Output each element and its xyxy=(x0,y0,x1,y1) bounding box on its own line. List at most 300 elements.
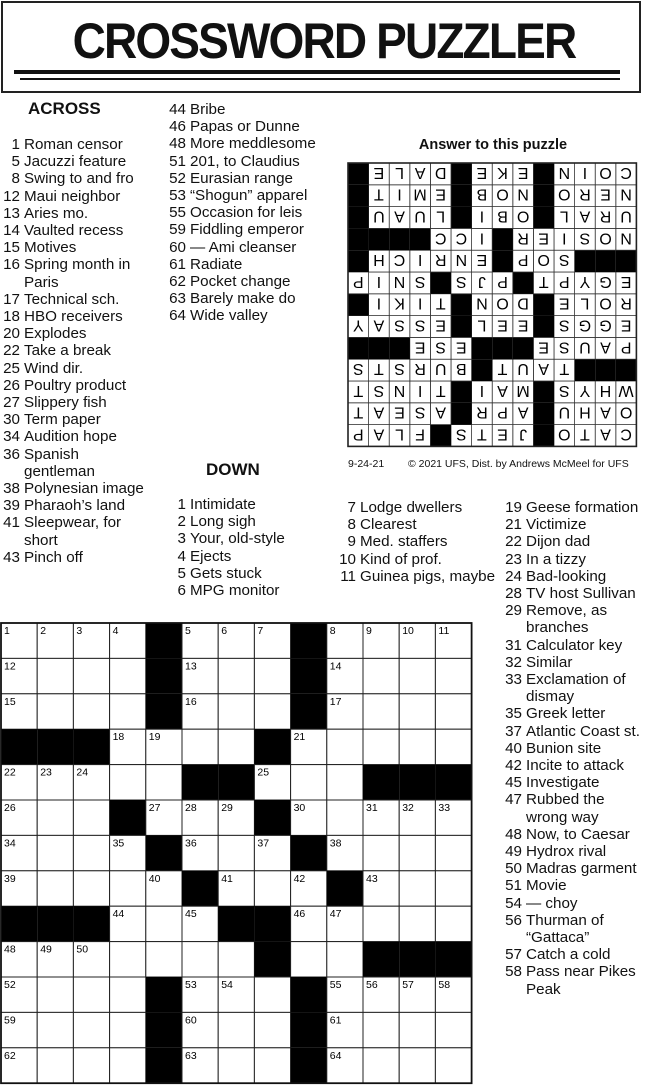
grid-cell[interactable] xyxy=(327,765,363,800)
grid-cell[interactable] xyxy=(435,694,471,729)
grid-cell[interactable] xyxy=(182,942,218,977)
clue-text: — choy xyxy=(526,894,578,912)
across-clue xyxy=(3,239,144,257)
down-clue xyxy=(505,585,646,602)
across-clue xyxy=(3,342,144,360)
down-clue xyxy=(177,547,320,565)
cell-number: 12 xyxy=(4,660,16,673)
answer-block xyxy=(533,207,554,229)
answer-block xyxy=(369,228,390,250)
grid-cell[interactable] xyxy=(73,977,109,1012)
clue-text: Similar xyxy=(526,653,573,671)
clue-number: 5 xyxy=(11,153,20,171)
answer-letter: E xyxy=(517,163,529,181)
grid-cell[interactable] xyxy=(37,1012,73,1047)
down-clue xyxy=(505,550,646,568)
grid-block xyxy=(110,800,146,835)
answer-letter: T xyxy=(374,185,384,203)
grid-cell[interactable] xyxy=(254,1012,290,1047)
answer-letter: P xyxy=(620,338,632,356)
across-clue xyxy=(11,153,144,171)
answer-letter: A xyxy=(517,403,529,421)
grid-cell[interactable] xyxy=(399,658,435,693)
answer-letter: O xyxy=(619,403,633,421)
cell-number: 38 xyxy=(329,837,342,850)
clue-number: 38 xyxy=(3,480,20,497)
answer-block xyxy=(533,316,554,338)
answer-letter: T xyxy=(353,381,364,399)
grid-cell[interactable] xyxy=(37,800,73,835)
clue-number: 46 xyxy=(169,118,186,136)
answer-letter: F xyxy=(415,425,425,443)
cell-number: 44 xyxy=(112,908,125,921)
grid-cell[interactable] xyxy=(363,694,399,729)
answer-letter: A xyxy=(538,360,550,378)
clue-text: Calculator key xyxy=(526,636,623,654)
grid-cell[interactable] xyxy=(435,906,471,941)
clue-text: Roman censor xyxy=(24,136,123,153)
answer-letter: E xyxy=(435,185,447,203)
answer-letter: W xyxy=(618,381,634,399)
cell-number: 58 xyxy=(438,979,451,991)
answer-block xyxy=(451,207,472,229)
grid-block xyxy=(37,729,73,764)
cell-number: 35 xyxy=(112,837,125,850)
answer-letter: P xyxy=(497,403,508,421)
grid-block xyxy=(399,942,435,977)
grid-block xyxy=(182,765,218,800)
grid-block xyxy=(291,1012,327,1047)
grid-cell[interactable] xyxy=(435,835,471,870)
grid-cell[interactable] xyxy=(73,835,109,870)
answer-letter: R xyxy=(579,185,591,203)
down-clue xyxy=(347,533,500,551)
grid-cell[interactable] xyxy=(218,658,254,693)
answer-credit: © 2021 UFS, Dist. by Andrews McMeel for UFS xyxy=(408,458,629,470)
grid-cell[interactable] xyxy=(73,871,109,906)
grid-cell[interactable] xyxy=(37,871,73,906)
grid-cell[interactable] xyxy=(73,1048,109,1083)
grid-cell[interactable] xyxy=(218,835,254,870)
across-clue xyxy=(3,290,144,308)
answer-block xyxy=(451,185,472,207)
clue-number: 51 xyxy=(505,877,522,895)
answer-letter: I xyxy=(417,251,423,269)
clue-text: Incite to attack xyxy=(526,757,624,774)
cell-number: 39 xyxy=(4,872,16,885)
answer-letter: E xyxy=(620,316,632,334)
grid-cell[interactable] xyxy=(254,977,290,1012)
grid-cell[interactable] xyxy=(37,835,73,870)
grid-cell[interactable] xyxy=(399,1012,435,1047)
grid-cell[interactable] xyxy=(218,694,254,729)
grid-cell[interactable] xyxy=(254,1048,290,1083)
answer-letter: R xyxy=(414,360,426,378)
answer-block xyxy=(451,294,472,316)
answer-block xyxy=(430,272,451,294)
clue-text: Motives xyxy=(24,239,77,257)
answer-letter: R xyxy=(620,294,632,312)
grid-cell[interactable] xyxy=(435,871,471,906)
answer-grid xyxy=(345,160,639,452)
clue-number: 22 xyxy=(505,533,522,551)
answer-letter: U xyxy=(579,338,591,356)
answer-letter: A xyxy=(600,403,611,421)
answer-letter: A xyxy=(373,316,385,334)
grid-cell[interactable] xyxy=(399,906,435,941)
answer-letter: T xyxy=(374,360,384,378)
clue-text: Guinea pigs, maybe xyxy=(360,567,496,585)
down-clue xyxy=(347,516,500,534)
grid-cell[interactable] xyxy=(146,906,182,941)
clue-number: 34 xyxy=(3,428,20,446)
clue-number: 8 xyxy=(347,516,356,534)
grid-cell[interactable] xyxy=(182,729,218,764)
answer-letter: N xyxy=(455,251,468,269)
clue-number: 19 xyxy=(505,499,522,516)
answer-block xyxy=(533,403,554,425)
answer-letter: L xyxy=(436,207,446,225)
cell-number: 41 xyxy=(221,872,233,885)
clue-number: 37 xyxy=(505,722,522,740)
grid-cell[interactable] xyxy=(110,871,146,906)
clue-text: Madras garment xyxy=(526,860,637,878)
answer-letter: S xyxy=(435,338,447,356)
answer-letter: C xyxy=(455,229,468,247)
answer-letter: S xyxy=(352,360,364,378)
grid-cell[interactable] xyxy=(399,1048,435,1083)
grid-cell[interactable] xyxy=(146,942,182,977)
answer-letter: E xyxy=(538,338,550,356)
cell-number: 28 xyxy=(185,802,197,814)
answer-title: Answer to this puzzle xyxy=(418,137,568,153)
answer-letter: S xyxy=(373,381,385,399)
clue-number: 63 xyxy=(169,290,186,308)
grid-cell[interactable] xyxy=(218,1048,254,1083)
answer-letter: S xyxy=(455,425,467,443)
across-clue xyxy=(3,445,144,480)
answer-letter: O xyxy=(516,207,530,225)
clue-text: Your, old-style xyxy=(190,530,285,548)
answer-letter: S xyxy=(579,229,591,247)
clue-number: 1 xyxy=(11,136,20,153)
grid-cell[interactable] xyxy=(37,1048,73,1083)
clue-text: Wide valley xyxy=(190,307,268,325)
answer-block xyxy=(533,185,554,207)
cell-number: 63 xyxy=(185,1049,197,1062)
grid-block xyxy=(363,942,399,977)
clue-number: 43 xyxy=(3,548,20,566)
cell-number: 32 xyxy=(402,802,414,814)
answer-letter: O xyxy=(537,251,550,269)
answer-block xyxy=(533,425,554,447)
clue-text: Med. staffers xyxy=(360,533,448,551)
grid-block xyxy=(146,623,182,658)
grid-cell[interactable] xyxy=(254,658,290,693)
answer-letter: E xyxy=(517,316,529,334)
clue-number: 26 xyxy=(3,376,20,394)
across-clue xyxy=(169,273,320,290)
cell-number: 23 xyxy=(40,766,52,779)
clue-text: Jacuzzi feature xyxy=(24,153,127,171)
clue-text: Rubbed the wrong way xyxy=(526,791,605,826)
grid-cell[interactable] xyxy=(291,942,327,977)
answer-letter: L xyxy=(395,163,404,181)
answer-letter: E xyxy=(414,338,426,356)
down-clue xyxy=(505,963,646,998)
answer-letter: B xyxy=(497,207,508,225)
across-clue xyxy=(169,135,320,153)
cell-number: 51 xyxy=(257,943,270,956)
grid-cell[interactable] xyxy=(110,694,146,729)
clue-text: Ejects xyxy=(190,547,232,565)
clue-number: 53 xyxy=(169,187,186,204)
grid-cell[interactable] xyxy=(254,871,290,906)
down-clue xyxy=(505,722,646,740)
answer-letter: I xyxy=(417,381,423,399)
clue-text: Spanish gentleman xyxy=(24,445,95,480)
grid-cell[interactable] xyxy=(435,658,471,693)
cell-number: 15 xyxy=(4,695,16,708)
clue-text: MPG monitor xyxy=(190,582,280,599)
clue-number: 14 xyxy=(3,222,20,239)
down-clue xyxy=(505,946,646,964)
clue-number: 57 xyxy=(505,946,522,964)
answer-letter: S xyxy=(414,316,426,334)
answer-letter: I xyxy=(417,294,423,312)
down-clue xyxy=(505,705,646,723)
grid-cell[interactable] xyxy=(73,658,109,693)
grid-block xyxy=(363,765,399,800)
answer-block xyxy=(348,228,369,250)
clue-number: 1 xyxy=(177,496,186,513)
clue-text: Bribe xyxy=(190,101,226,118)
answer-letter: E xyxy=(497,316,508,334)
down-clue xyxy=(177,496,320,513)
answer-letter: U xyxy=(434,360,447,378)
clue-text: Occasion for leis xyxy=(190,204,303,222)
clue-number: 18 xyxy=(3,308,20,325)
grid-cell[interactable] xyxy=(327,729,363,764)
answer-letter: K xyxy=(394,294,405,312)
down-clue xyxy=(505,825,646,843)
cell-number: 30 xyxy=(293,802,306,814)
answer-letter: T xyxy=(538,272,549,290)
answer-letter: D xyxy=(434,163,447,181)
clue-number: 33 xyxy=(505,671,522,688)
grid-cell[interactable] xyxy=(291,765,327,800)
grid-cell[interactable] xyxy=(73,800,109,835)
clue-text: Gets stuck xyxy=(190,564,262,582)
grid-cell[interactable] xyxy=(254,694,290,729)
clue-number: 29 xyxy=(505,602,522,620)
clue-number: 11 xyxy=(340,567,356,585)
cell-number: 29 xyxy=(221,802,233,814)
grid-block xyxy=(218,906,254,941)
grid-cell[interactable] xyxy=(218,942,254,977)
down-clue xyxy=(505,791,646,826)
clue-text: Geese formation xyxy=(526,499,639,516)
clue-text: Take a break xyxy=(24,342,111,360)
clue-text: Movie xyxy=(526,877,567,895)
answer-letter: G xyxy=(599,316,612,334)
cell-number: 3 xyxy=(76,625,83,637)
answer-letter: I xyxy=(479,207,485,225)
clue-text: Eurasian range xyxy=(190,169,294,187)
grid-cell[interactable] xyxy=(399,694,435,729)
grid-cell[interactable] xyxy=(110,942,146,977)
grid-block xyxy=(182,871,218,906)
grid-block xyxy=(146,1012,182,1047)
grid-cell[interactable] xyxy=(110,1048,146,1083)
clue-text: — Ami cleanser xyxy=(190,238,297,256)
answer-letter: R xyxy=(517,229,529,247)
cell-number: 10 xyxy=(402,625,414,637)
grid-block xyxy=(435,942,471,977)
answer-letter: S xyxy=(558,338,570,356)
clue-text: Maui neighbor xyxy=(24,187,121,205)
down-clue xyxy=(177,582,320,599)
clue-text: Victimize xyxy=(526,516,587,534)
answer-letter: P xyxy=(497,272,508,290)
grid-cell[interactable] xyxy=(37,694,73,729)
grid-cell[interactable] xyxy=(399,871,435,906)
grid-cell[interactable] xyxy=(435,1012,471,1047)
answer-block xyxy=(369,337,390,359)
grid-cell[interactable] xyxy=(435,1048,471,1083)
grid-cell[interactable] xyxy=(110,977,146,1012)
clue-text: “Shogun” apparel xyxy=(190,187,308,204)
across-clue xyxy=(3,548,144,566)
across-clue xyxy=(3,376,144,394)
clue-number: 58 xyxy=(505,963,522,981)
grid-cell[interactable] xyxy=(37,658,73,693)
answer-letter: Y xyxy=(579,272,591,290)
grid-cell[interactable] xyxy=(363,729,399,764)
clue-text: Exclamation of dismay xyxy=(526,671,626,706)
cell-number: 37 xyxy=(257,837,270,850)
answer-letter: I xyxy=(562,229,567,247)
across-clue xyxy=(169,118,320,136)
grid-cell[interactable] xyxy=(327,942,363,977)
grid-cell[interactable] xyxy=(73,1012,109,1047)
grid-cell[interactable] xyxy=(363,906,399,941)
grid-cell[interactable] xyxy=(73,694,109,729)
clue-number: 13 xyxy=(3,204,20,222)
cell-number: 61 xyxy=(329,1014,342,1027)
down-clue xyxy=(339,550,500,568)
clue-number: 31 xyxy=(505,636,522,654)
across-clue xyxy=(169,238,320,256)
across-clue xyxy=(3,497,144,515)
answer-block xyxy=(389,228,410,250)
cell-number: 40 xyxy=(148,872,161,885)
clue-number: 40 xyxy=(505,739,522,757)
answer-letter: H xyxy=(599,381,612,399)
answer-block xyxy=(533,381,554,403)
grid-cell[interactable] xyxy=(363,1048,399,1083)
cell-number: 31 xyxy=(366,802,378,814)
grid-cell[interactable] xyxy=(435,729,471,764)
clue-number: 28 xyxy=(505,585,522,602)
answer-letter: B xyxy=(476,185,488,203)
clue-number: 21 xyxy=(505,516,522,534)
grid-cell[interactable] xyxy=(218,729,254,764)
clue-number: 51 xyxy=(169,152,186,170)
grid-block xyxy=(37,906,73,941)
grid-cell[interactable] xyxy=(399,729,435,764)
crossword-grid[interactable] xyxy=(0,622,474,1088)
across-clue xyxy=(3,222,144,239)
answer-block xyxy=(492,228,513,250)
grid-block xyxy=(291,835,327,870)
clue-text: More meddlesome xyxy=(190,135,316,153)
cell-number: 8 xyxy=(329,625,336,637)
grid-cell[interactable] xyxy=(399,835,435,870)
answer-letter: N xyxy=(620,229,632,247)
cell-number: 59 xyxy=(4,1014,16,1027)
down-clue xyxy=(177,530,320,548)
across-clue xyxy=(3,187,144,205)
down-clue xyxy=(505,877,646,895)
answer-block xyxy=(410,228,431,250)
clue-text: In a tizzy xyxy=(526,550,586,568)
down-clue xyxy=(505,516,646,534)
answer-letter: E xyxy=(476,163,488,181)
clue-text: Radiate xyxy=(190,255,243,273)
clue-number: 16 xyxy=(3,256,20,274)
grid-cell[interactable] xyxy=(218,1012,254,1047)
clue-text: Pass near Pikes Peak xyxy=(526,963,636,998)
answer-block xyxy=(513,337,534,359)
grid-cell[interactable] xyxy=(363,1012,399,1047)
answer-block xyxy=(595,250,616,272)
answer-block xyxy=(575,250,596,272)
answer-letter: M xyxy=(413,185,427,203)
answer-letter: U xyxy=(620,207,632,225)
grid-block xyxy=(254,800,290,835)
clue-number: 48 xyxy=(505,825,522,843)
cell-number: 49 xyxy=(40,943,52,956)
across-clue xyxy=(3,325,144,343)
answer-letter: P xyxy=(558,272,570,290)
grid-cell[interactable] xyxy=(363,835,399,870)
across-clue xyxy=(3,480,144,497)
clue-number: 42 xyxy=(505,757,522,774)
clue-number: 23 xyxy=(505,550,522,568)
grid-block xyxy=(218,765,254,800)
grid-cell[interactable] xyxy=(146,765,182,800)
answer-letter: E xyxy=(558,294,570,312)
across-clue xyxy=(169,255,320,273)
grid-block xyxy=(254,906,290,941)
across-clue xyxy=(11,136,144,153)
answer-letter: R xyxy=(599,207,612,225)
clue-number: 61 xyxy=(169,255,186,273)
grid-cell[interactable] xyxy=(110,1012,146,1047)
clue-number: 39 xyxy=(3,497,20,515)
grid-block xyxy=(1,906,37,941)
grid-cell[interactable] xyxy=(327,800,363,835)
title-rule-thick xyxy=(14,70,620,74)
clue-text: Catch a cold xyxy=(526,946,611,964)
grid-cell[interactable] xyxy=(363,658,399,693)
grid-block xyxy=(291,977,327,1012)
down-clue xyxy=(505,533,646,551)
grid-cell[interactable] xyxy=(110,658,146,693)
grid-cell[interactable] xyxy=(37,977,73,1012)
grid-cell[interactable] xyxy=(110,765,146,800)
